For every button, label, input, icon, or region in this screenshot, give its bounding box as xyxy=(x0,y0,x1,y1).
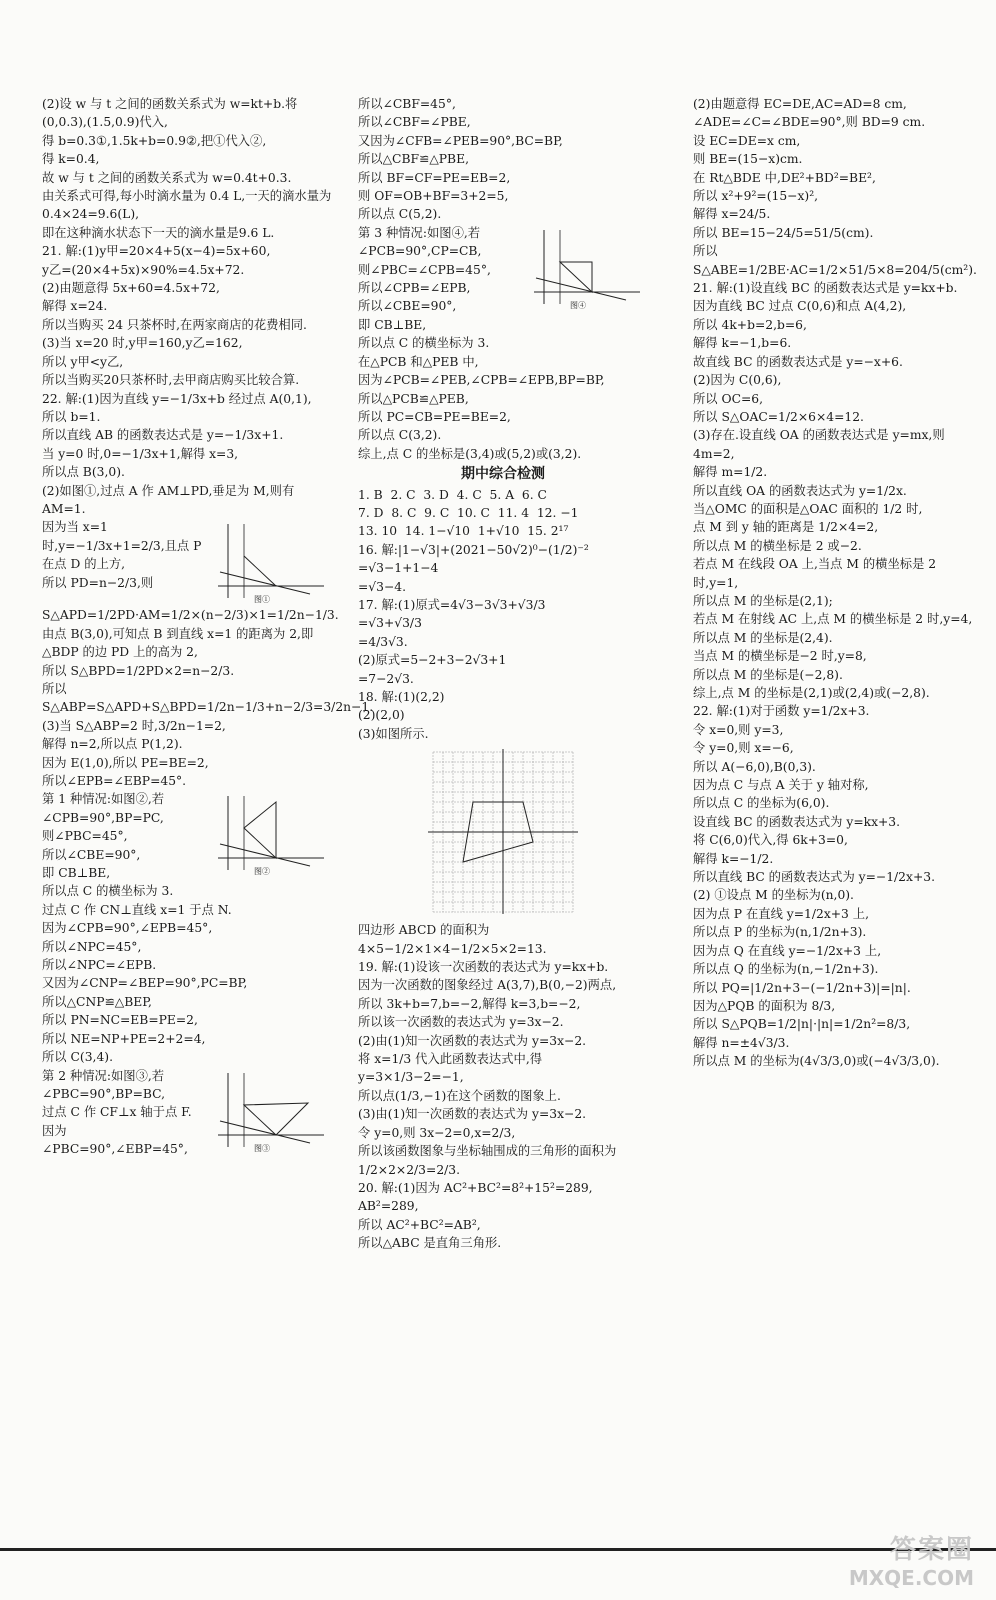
column1-line: 所以当购买 24 只茶杯时,在两家商店的花费相同. xyxy=(42,317,307,332)
column1-line: 所以∠NPC=45°, xyxy=(42,939,142,954)
column1-line: 所以 S△BPD=1/2PD×2=n−2/3. xyxy=(42,663,235,678)
column3-line: 则 BE=(15−x)cm. xyxy=(693,152,803,167)
column1-line: 第 2 种情况:如图③,若∠PBC=90°,BP=BC, xyxy=(42,1068,166,1101)
column3-line: 点 M 到 y 轴的距离是 1/2×4=2, xyxy=(693,520,879,535)
column2-line: 所以 BF=CF=PE=EB=2, xyxy=(358,170,511,185)
column2-line: (3)由(1)知一次函数的表达式为 y=3x−2. xyxy=(358,1107,587,1122)
column1-line: 所以 PN=NC=EB=PE=2, xyxy=(42,1013,198,1028)
column2-line: =√3−1+1−4 xyxy=(358,561,439,576)
column3-line: 所以 OC=6, xyxy=(693,391,764,406)
column1-line: 即 CB⊥BE, xyxy=(42,866,111,881)
column1-line: 所以 y甲<y乙, xyxy=(42,354,124,369)
column1-line: 又因为∠CNP=∠BEP=90°,PC=BP, xyxy=(42,976,248,991)
column1-line: 所以当购买20只茶杯时,去甲商店购买比较合算. xyxy=(42,373,300,388)
column1-line: 第 1 种情况:如图②,若∠CPB=90°,BP=PC, xyxy=(42,792,165,825)
column3-line: 将 C(6,0)代入,得 6k+3=0, xyxy=(693,833,848,848)
column3-line: 当点 M 的横坐标是−2 时,y=8, xyxy=(693,649,867,664)
geometry-figure xyxy=(210,1069,330,1153)
watermark xyxy=(849,1529,974,1590)
column3-line: 在 Rt△BDE 中,DE²+BD²=BE², xyxy=(693,170,876,185)
answer-column-1 xyxy=(42,95,374,1159)
column1-line: 所以 S△ABP=S△APD+S△BPD=1/2n−1/3+n−2/3=3/2n−1. xyxy=(42,681,374,715)
column3-line: 因为直线 BC 过点 C(0,6)和点 A(4,2), xyxy=(693,299,907,314)
column2-line: 所以∠CBF=45°, xyxy=(358,97,456,111)
column2-line: 所以点(1/3,−1)在这个函数的图象上. xyxy=(358,1088,561,1103)
column1-line: 所以 b=1. xyxy=(42,409,101,424)
column1-line: (2)由题意得 5x+60=4.5x+72, xyxy=(42,281,220,296)
column2-line: =4/3√3. xyxy=(358,634,408,649)
column2-line: 所以∠CBE=90°, xyxy=(358,299,457,314)
column2-line: 综上,点 C 的坐标是(3,4)或(5,2)或(3,2). xyxy=(358,446,582,461)
column2-line: 13. 10 14. 1−√10 1+√10 15. 2¹⁷ xyxy=(358,524,569,539)
column2-line: 第 3 种情况:如图④,若∠PCB=90°,CP=CB, xyxy=(358,225,482,259)
column2-line: 18. 解:(1)(2,2) xyxy=(358,690,445,704)
column1-line: 由关系式可得,每小时滴水量为 0.4 L,一天的滴水量为 0.4×24=9.6(L), xyxy=(42,189,336,222)
column1-line: 过点 C 作 CF⊥x 轴于点 F. xyxy=(42,1105,192,1120)
column3-line: 因为△PQB 的面积为 8/3, xyxy=(693,998,836,1013)
column2-line: 将 x=1/3 代入此函数表达式中,得 y=3×1/3−2=−1, xyxy=(358,1052,546,1085)
column1-line: 所以∠EPB=∠EBP=45°. xyxy=(42,774,187,788)
column1-line: 故 w 与 t 之间的函数关系式为 w=0.4t+0.3. xyxy=(42,170,292,185)
column3-line: 故直线 BC 的函数表达式是 y=−x+6. xyxy=(693,354,903,369)
column2-line: 所以 3k+b=7,b=−2,解得 k=3,b=−2, xyxy=(358,996,581,1011)
column2-line: 因为∠PCB=∠PEB,∠CPB=∠EPB,BP=BP, xyxy=(358,373,605,388)
column2-line: 所以△ABC 是直角三角形. xyxy=(358,1236,502,1251)
triangle-pbc xyxy=(244,802,276,858)
column2-line: 16. 解:|1−√3|+(2021−50√2)⁰−(1/2)⁻² xyxy=(358,542,589,557)
column3-line: (2) ①设点 M 的坐标为(n,0). xyxy=(693,888,854,903)
column1-line: 所以 PD=n−2/3,则 S△APD=1/2PD·AM=1/2×(n−2/3)×1=1/2n−1/3. xyxy=(42,575,339,623)
column1-line: 所以 C(3,4). xyxy=(42,1050,113,1065)
column2-line: =7−2√3. xyxy=(358,671,414,686)
column3-line: 解得 k=−1/2. xyxy=(693,851,774,866)
column1-line: (3)当 S△ABP=2 时,3/2n−1=2, xyxy=(42,718,226,733)
column2-line: (3)如图所示. xyxy=(358,726,429,741)
column3-line: (2)由题意得 EC=DE,AC=AD=8 cm, xyxy=(693,97,907,111)
column2-line: 所以∠CBF=∠PBE, xyxy=(358,115,471,130)
figure-caption: 图④ xyxy=(570,300,586,310)
column2-line: 19. 解:(1)设该一次函数的表达式为 y=kx+b. xyxy=(358,960,609,975)
column3-line: 令 y=0,则 x=−6, xyxy=(693,741,794,756)
coordinate-grid-figure xyxy=(423,747,583,917)
column3-line: 21. 解:(1)设直线 BC 的函数表达式是 y=kx+b. xyxy=(693,281,958,296)
geometry-figure xyxy=(526,226,646,310)
column3-line: 所以点 Q 的坐标为(n,−1/2n+3). xyxy=(693,962,879,977)
column1-line: 则∠PBC=45°, xyxy=(42,829,128,844)
column3-line: 设 EC=DE=x cm, xyxy=(693,133,801,148)
column1-line: 所以点 C 的横坐标为 3. xyxy=(42,884,174,899)
column2-line: 所以点 C(3,2). xyxy=(358,428,442,443)
column1-line: 解得 x=24. xyxy=(42,299,108,314)
column1-line: 所以△CNP≌△BEP, xyxy=(42,994,152,1009)
column3-line: 所以点 P 的坐标为(n,1/2n+3). xyxy=(693,925,867,940)
column1-line: 所以∠NPC=∠EPB. xyxy=(42,958,157,973)
column3-line: (2)因为 C(0,6), xyxy=(693,373,782,388)
watermark-brand: 答案圈 xyxy=(889,1535,974,1565)
column1-line: (2)设 w 与 t 之间的函数关系式为 w=kt+b.将(0,0.3),(1.5,0.9)代入, xyxy=(42,97,298,130)
column3-line: 所以 PQ=|1/2n+3−(−1/2n+3)|=|n|. xyxy=(693,980,911,995)
column1-line: 当 y=0 时,0=−1/3x+1,解得 x=3, xyxy=(42,446,239,461)
column2-line: 17. 解:(1)原式=4√3−3√3+√3/3 xyxy=(358,597,546,612)
geometry-figure xyxy=(210,792,330,876)
column3-line: 所以 4k+b=2,b=6, xyxy=(693,317,807,332)
column3-line: 所以 A(−6,0),B(0,3). xyxy=(693,759,816,774)
column3-line: 因为点 Q 在直线 y=−1/2x+3 上, xyxy=(693,943,882,958)
column1-line: 所以∠CBE=90°, xyxy=(42,847,141,862)
column2-line: 所以该一次函数的表达式为 y=3x−2. xyxy=(358,1015,564,1030)
column1-line: 22. 解:(1)因为直线 y=−1/3x+b 经过点 A(0,1), xyxy=(42,391,312,406)
column3-line: 若点 M 在射线 AC 上,点 M 的横坐标是 2 时,y=4,所以点 M 的坐标是(2,4). xyxy=(693,612,973,645)
column2-line: 20. 解:(1)因为 AC²+BC²=8²+15²=289, xyxy=(358,1180,593,1195)
column3-line: 所以点 M 的横坐标是 2 或−2. xyxy=(693,538,862,553)
figure-caption: 图③ xyxy=(254,1143,270,1153)
column2-line: 所以该函数图象与坐标轴围成的三角形的面积为 1/2×2×2/3=2/3. xyxy=(358,1144,621,1177)
column2-line: 期中综合检测 xyxy=(461,466,545,483)
column3-line: 所以直线 OA 的函数表达式为 y=1/2x. xyxy=(693,483,907,498)
column2-line: 令 y=0,则 3x−2=0,x=2/3, xyxy=(358,1125,516,1140)
answer-column-3 xyxy=(693,95,983,1071)
column3-line: 当△OMC 的面积是△OAC 面积的 1/2 时, xyxy=(693,501,923,516)
figure-caption: 图② xyxy=(254,867,270,877)
column1-line: (2)如图①,过点 A 作 AM⊥PD,垂足为 M,则有 AM=1. xyxy=(42,483,299,516)
column1-line: 解得 n=2,所以点 P(1,2). xyxy=(42,737,183,752)
column2-line: 1. B 2. C 3. D 4. C 5. A 6. C xyxy=(358,487,547,502)
column3-line: 解得 m=1/2. xyxy=(693,465,768,480)
column1-line: 所以点 B(3,0). xyxy=(42,465,125,480)
column1-line: 因为∠PBC=90°,∠EBP=45°, xyxy=(42,1123,188,1157)
column3-line: 解得 x=24/5. xyxy=(693,207,771,222)
answer-column-2 xyxy=(358,95,648,1253)
column2-line: =√3−4. xyxy=(358,579,406,594)
column2-line: 所以点 C 的横坐标为 3. xyxy=(358,336,490,351)
figure-caption: 图① xyxy=(254,595,270,605)
column3-line: 所以 x²+9²=(15−x)², xyxy=(693,189,819,204)
column2-line: 因为一次函数的图象经过 A(3,7),B(0,−2)两点, xyxy=(358,978,617,993)
column3-line: 所以点 M 的坐标是(−2,8). xyxy=(693,667,843,682)
column3-line: 所以直线 BC 的函数表达式为 y=−1/2x+3. xyxy=(693,870,935,885)
column2-line: 所以△PCB≌△PEB, xyxy=(358,391,469,406)
column2-line: 所以△CBF≌△PBE, xyxy=(358,152,469,167)
column2-line: 所以点 C(5,2). xyxy=(358,207,442,222)
column1-line: 过点 C 作 CN⊥直线 x=1 于点 N. xyxy=(42,902,232,917)
column3-line: 解得 k=−1,b=6. xyxy=(693,336,792,351)
column3-line: 设直线 BC 的函数表达式为 y=kx+3. xyxy=(693,814,901,829)
column2-line: 所以 AC²+BC²=AB², xyxy=(358,1217,481,1232)
column3-line: 所以 S△ABE=1/2BE·AC=1/2×51/5×8=204/5(cm²). xyxy=(693,244,977,277)
column1-line: 即在这种滴水状态下一天的滴水量是9.6 L. xyxy=(42,225,275,240)
column2-line: (2)由(1)知一次函数的表达式为 y=3x−2. xyxy=(358,1033,587,1048)
column3-line: 所以点 M 的坐标是(2,1); xyxy=(693,593,833,608)
column2-line: 所以∠CPB=∠EPB, xyxy=(358,281,471,296)
column3-line: 所以点 M 的坐标为(4√3/3,0)或(−4√3/3,0). xyxy=(693,1054,940,1069)
column2-line: (2)原式=5−2+3−2√3+1 xyxy=(358,653,507,668)
column2-line: 又因为∠CFB=∠PEB=90°,BC=BP, xyxy=(358,133,563,148)
column2-line: 在△PCB 和△PEB 中, xyxy=(358,354,479,369)
column2-line: AB²=289, xyxy=(358,1199,419,1214)
column1-line: (3)当 x=20 时,y甲=160,y乙=162, xyxy=(42,336,243,351)
column3-line: 因为点 P 在直线 y=1/2x+3 上, xyxy=(693,906,869,921)
column1-line: 因为当 x=1 时,y=−1/3x+1=2/3,且点 P 在点 D 的上方, xyxy=(42,520,206,572)
column3-line: 22. 解:(1)对于函数 y=1/2x+3. xyxy=(693,704,870,719)
bottom-rule xyxy=(0,1548,996,1551)
geometry-figure xyxy=(210,520,330,604)
column3-line: 综上,点 M 的坐标是(2,1)或(2,4)或(−2,8). xyxy=(693,686,930,700)
column3-line: 若点 M 在线段 OA 上,当点 M 的横坐标是 2 时,y=1, xyxy=(693,557,941,590)
column2-line: 四边形 ABCD 的面积为 4×5−1/2×1×4−1/2×5×2=13. xyxy=(358,923,547,956)
column2-line: 7. D 8. C 9. C 10. C 11. 4 12. −1 xyxy=(358,505,579,520)
column1-line: 因为 E(1,0),所以 PE=BE=2, xyxy=(42,755,209,770)
column3-line: 所以 S△OAC=1/2×6×4=12. xyxy=(693,409,864,424)
column3-line: 所以 S△PQB=1/2|n|·|n|=1/2n²=8/3, xyxy=(693,1017,911,1032)
column1-line: 得 k=0.4, xyxy=(42,152,100,167)
column2-line: 所以 PC=CB=PE=BE=2, xyxy=(358,409,511,424)
column1-line: 因为∠CPB=90°,∠EPB=45°, xyxy=(42,921,213,936)
column2-line: 即 CB⊥BE, xyxy=(358,317,427,332)
column3-line: 解得 n=±4√3/3. xyxy=(693,1035,790,1050)
column1-line: 21. 解:(1)y甲=20×4+5(x−4)=5x+60, xyxy=(42,244,271,259)
column3-line: 所以点 C 的坐标为(6,0). xyxy=(693,796,830,811)
column1-line: y乙=(20×4+5x)×90%=4.5x+72. xyxy=(42,262,245,277)
column1-line: 所以直线 AB 的函数表达式是 y=−1/3x+1. xyxy=(42,428,284,443)
column2-line: 则 OF=OB+BF=3+2=5, xyxy=(358,189,509,204)
column3-line: 令 x=0,则 y=3, xyxy=(693,722,784,737)
column3-line: 所以 BE=15−24/5=51/5(cm). xyxy=(693,225,874,240)
triangle-pbc xyxy=(244,1103,308,1135)
column1-line: 得 b=0.3①,1.5k+b=0.9②,把①代入②, xyxy=(42,133,267,148)
column1-line: 由点 B(3,0),可知点 B 到直线 x=1 的距离为 2,即△BDP 的边 PD 上的高为 2, xyxy=(42,626,314,660)
column3-line: (3)存在.设直线 OA 的函数表达式是 y=mx,则4m=2, xyxy=(693,428,945,461)
column3-line: ∠ADE=∠C=∠BDE=90°,则 BD=9 cm. xyxy=(693,115,926,130)
column2-line: =√3+√3/3 xyxy=(358,616,422,631)
column2-line: (2)(2,0) xyxy=(358,708,405,723)
column1-line: 所以 NE=NP+PE=2+2=4, xyxy=(42,1031,206,1046)
watermark-url: MXQE.COM xyxy=(848,1566,974,1590)
column3-line: 因为点 C 与点 A 关于 y 轴对称, xyxy=(693,778,869,793)
column2-line: 则∠PBC=∠CPB=45°, xyxy=(358,262,491,277)
